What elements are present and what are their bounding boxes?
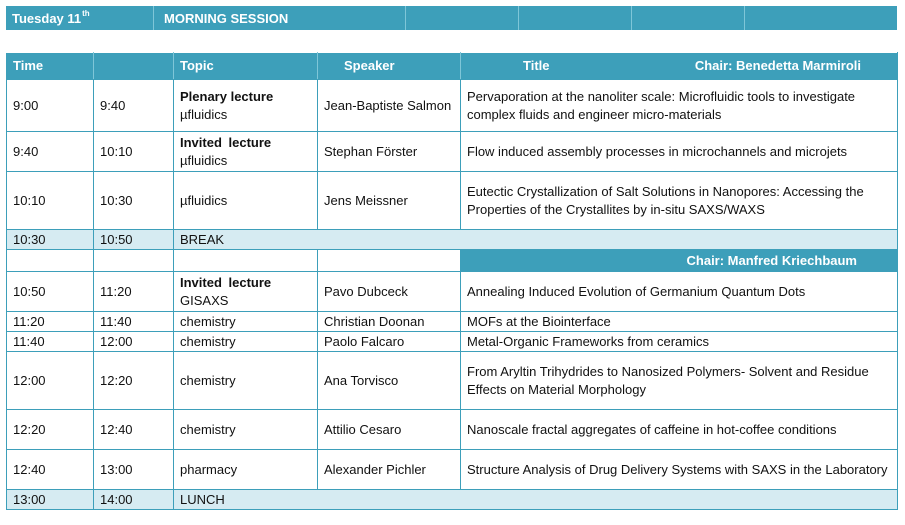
end-time: 12:20 <box>94 352 174 410</box>
topic-cell <box>174 410 318 450</box>
chair-row <box>7 250 898 272</box>
start-time: 10:30 <box>7 230 94 250</box>
chair-row-blank <box>7 250 94 272</box>
session-day: Tuesday 11 $^{th}$ <box>6 6 154 30</box>
end-time: 9:40 <box>94 80 174 132</box>
title-cell: Metal-Organic Frameworks from ceramics <box>461 332 898 352</box>
break-label: LUNCH <box>174 490 898 510</box>
topic-cell <box>174 272 318 312</box>
start-time: 9:40 <box>7 132 94 172</box>
topic-label: µfluidics <box>180 106 228 122</box>
break-label: BREAK <box>174 230 898 250</box>
table-row <box>7 80 898 132</box>
break-row <box>7 490 898 510</box>
speaker-cell: Alexander Pichler <box>318 450 461 490</box>
table-row <box>7 272 898 312</box>
topic-label: µfluidics <box>180 152 228 168</box>
header-topic: Topic <box>174 53 318 80</box>
speaker-cell: Paolo Falcaro <box>318 332 461 352</box>
chair-row-blank <box>318 250 461 272</box>
speaker-cell: Attilio Cesaro <box>318 410 461 450</box>
start-time: 12:20 <box>7 410 94 450</box>
header-chair: Chair: Benedetta Marmiroli <box>694 58 861 73</box>
table-row <box>7 312 898 332</box>
session-name: MORNING SESSION <box>154 6 406 30</box>
schedule-table <box>6 52 898 510</box>
speaker-cell: Christian Doonan <box>318 312 461 332</box>
end-time: 12:00 <box>94 332 174 352</box>
start-time: 11:40 <box>7 332 94 352</box>
chair-label: Chair: Manfred Kriechbaum <box>461 250 898 272</box>
session-blank-3 <box>632 6 745 30</box>
topic-cell <box>174 352 318 410</box>
start-time: 13:00 <box>7 490 94 510</box>
end-time: 10:30 <box>94 172 174 230</box>
topic-cell <box>174 312 318 332</box>
chair-row-blank <box>94 250 174 272</box>
table-row <box>7 332 898 352</box>
start-time: 10:10 <box>7 172 94 230</box>
start-time: 12:00 <box>7 352 94 410</box>
session-blank-1 <box>406 6 519 30</box>
topic-cell <box>174 172 318 230</box>
title-cell: Annealing Induced Evolution of Germanium Quantum Dots <box>461 272 898 312</box>
end-time: 14:00 <box>94 490 174 510</box>
end-time: 10:10 <box>94 132 174 172</box>
table-row <box>7 172 898 230</box>
end-time: 11:20 <box>94 272 174 312</box>
topic-label: pharmacy <box>180 461 238 477</box>
speaker-cell: Jean-Baptiste Salmon <box>318 80 461 132</box>
topic-cell <box>174 80 318 132</box>
lecture-type: Invited lecture <box>180 274 272 290</box>
lecture-type: Invited lecture <box>180 134 272 150</box>
start-time: 9:00 <box>7 80 94 132</box>
table-row <box>7 450 898 490</box>
table-header-row <box>7 53 898 80</box>
topic-cell <box>174 332 318 352</box>
title-cell: Structure Analysis of Drug Delivery Systems with SAXS in the Laboratory <box>461 450 898 490</box>
title-cell: Eutectic Crystallization of Salt Solutions in Nanopores: Accessing the Properties of the Crystallites by in-situ SAXS/WAXS <box>461 172 898 230</box>
start-time: 12:40 <box>7 450 94 490</box>
topic-label: µfluidics <box>180 192 228 208</box>
title-cell: Pervaporation at the nanoliter scale: Microfluidic tools to investigate complex fluids and engineer micro-materials <box>461 80 898 132</box>
chair-row-blank <box>174 250 318 272</box>
session-blank-4 <box>745 6 897 30</box>
topic-label: chemistry <box>180 333 236 349</box>
topic-cell <box>174 132 318 172</box>
start-time: 10:50 <box>7 272 94 312</box>
speaker-cell: Pavo Dubceck <box>318 272 461 312</box>
header-time: Time <box>7 53 94 80</box>
session-blank-2 <box>519 6 632 30</box>
end-time: 13:00 <box>94 450 174 490</box>
speaker-cell: Jens Meissner <box>318 172 461 230</box>
title-cell: From Aryltin Trihydrides to Nanosized Polymers- Solvent and Residue Effects on Material Morphology <box>461 352 898 410</box>
session-day-text: Tuesday 11 <box>12 10 82 26</box>
title-cell: Nanoscale fractal aggregates of caffeine in hot-coffee conditions <box>461 410 898 450</box>
header-title-cell <box>461 53 898 80</box>
header-title: Title <box>523 58 550 73</box>
table-row <box>7 352 898 410</box>
end-time: 11:40 <box>94 312 174 332</box>
speaker-cell: Ana Torvisco <box>318 352 461 410</box>
speaker-cell: Stephan Förster <box>318 132 461 172</box>
title-cell: Flow induced assembly processes in microchannels and microjets <box>461 132 898 172</box>
start-time: 11:20 <box>7 312 94 332</box>
end-time: 12:40 <box>94 410 174 450</box>
table-row <box>7 132 898 172</box>
header-speaker: Speaker <box>318 53 461 80</box>
lecture-type: Plenary lecture <box>180 88 274 104</box>
end-time: 10:50 <box>94 230 174 250</box>
topic-label: chemistry <box>180 421 236 437</box>
session-header <box>6 6 897 30</box>
break-row <box>7 230 898 250</box>
topic-cell <box>174 450 318 490</box>
title-cell: MOFs at the Biointerface <box>461 312 898 332</box>
topic-label: GISAXS <box>180 292 229 308</box>
topic-label: chemistry <box>180 313 236 329</box>
header-time-end <box>94 53 174 80</box>
table-row <box>7 410 898 450</box>
topic-label: chemistry <box>180 372 236 388</box>
